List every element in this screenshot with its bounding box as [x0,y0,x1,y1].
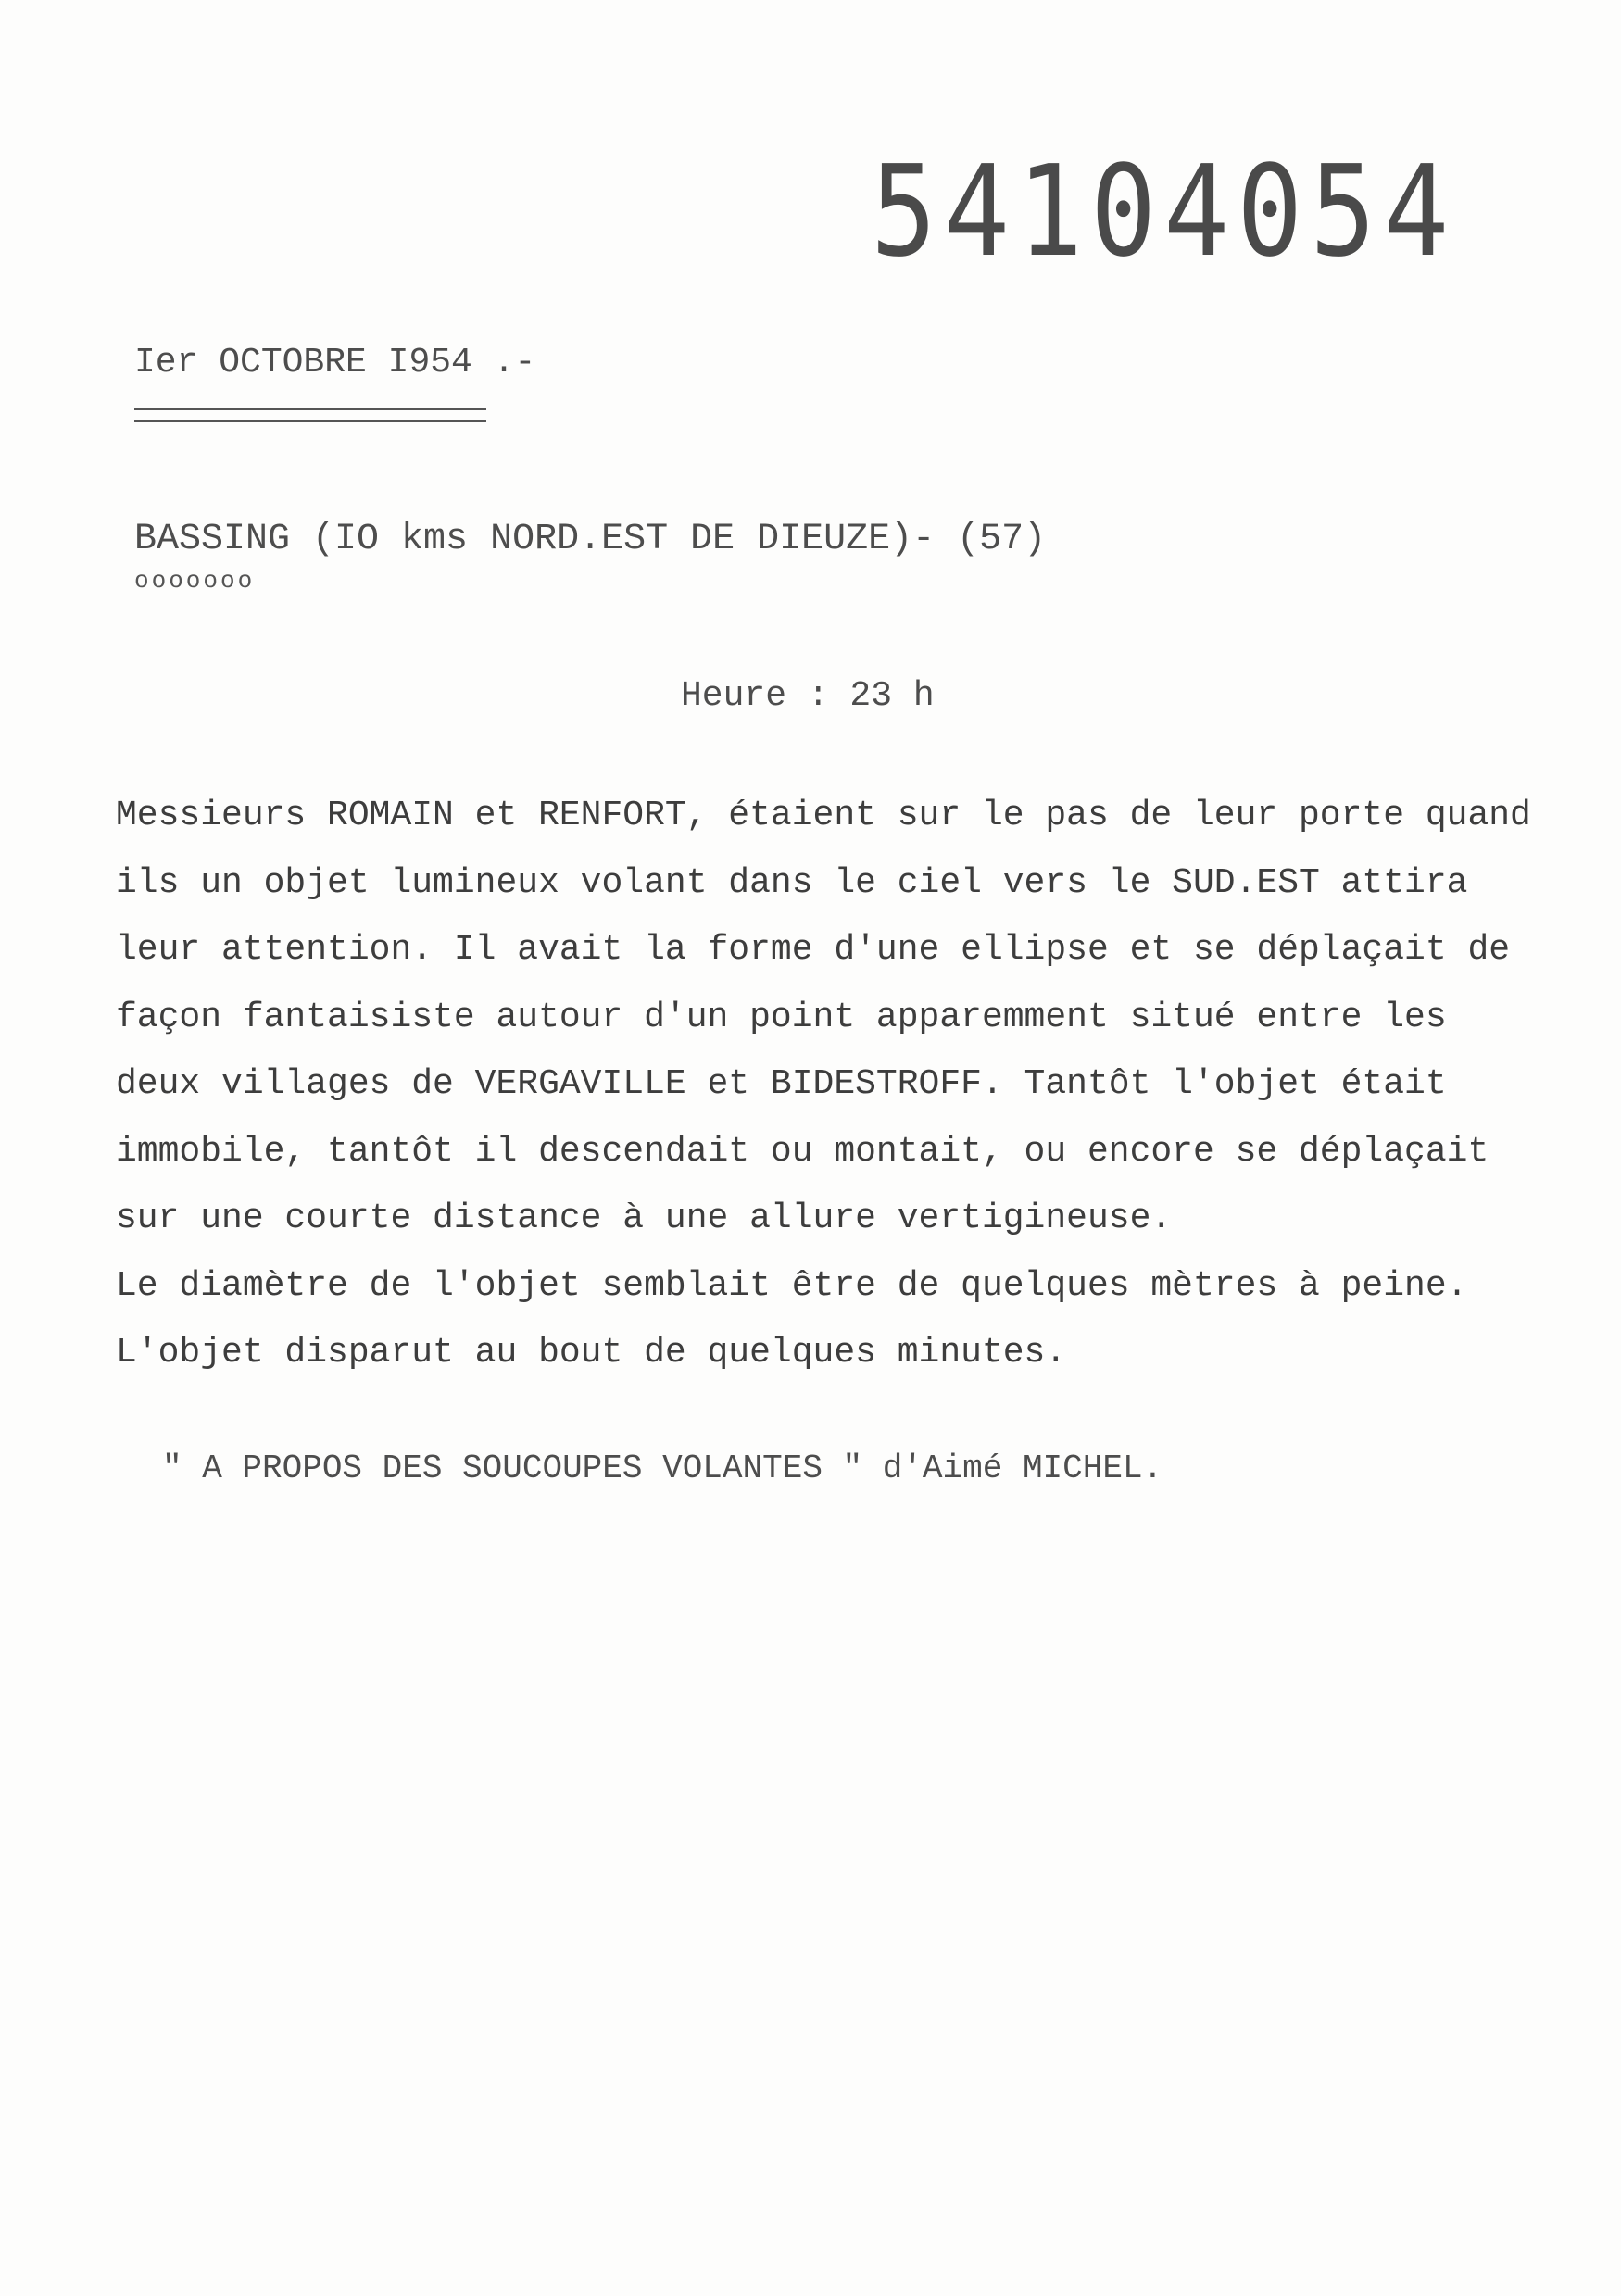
body-line: immobile, tantôt il descendait ou montait, ou encore se déplaçait [116,1131,1489,1172]
report-date: Ier OCTOBRE I954 .- [134,343,536,383]
date-underline [134,408,486,422]
body-line: deux villages de VERGAVILLE et BIDESTROFF. Tantôt l'objet était [116,1064,1447,1104]
reference-number-stamp: 54104054 [871,137,1457,285]
report-location: BASSING (IO kms NORD.EST DE DIEUZE)- (57) [134,519,1047,560]
source-citation: " A PROPOS DES SOUCOUPES VOLANTES " d'Aimé MICHEL. [162,1449,1163,1487]
report-time: Heure : 23 h [681,676,935,716]
report-body [116,783,1589,1387]
location-underline: ooooooo [134,567,256,595]
body-line: ils un objet lumineux volant dans le ciel vers le SUD.EST attira [116,862,1468,903]
body-line: façon fantaisiste autour d'un point apparemment situé entre les [116,997,1447,1037]
body-line: L'objet disparut au bout de quelques minutes. [116,1333,1067,1373]
body-line: leur attention. Il avait la forme d'une ellipse et se déplaçait de [116,930,1511,970]
body-line: sur une courte distance à une allure vertigineuse. [116,1198,1173,1238]
body-line: Le diamètre de l'objet semblait être de quelques mètres à peine. [116,1265,1468,1306]
body-line: Messieurs ROMAIN et RENFORT, étaient sur le pas de leur porte quand [116,796,1531,835]
